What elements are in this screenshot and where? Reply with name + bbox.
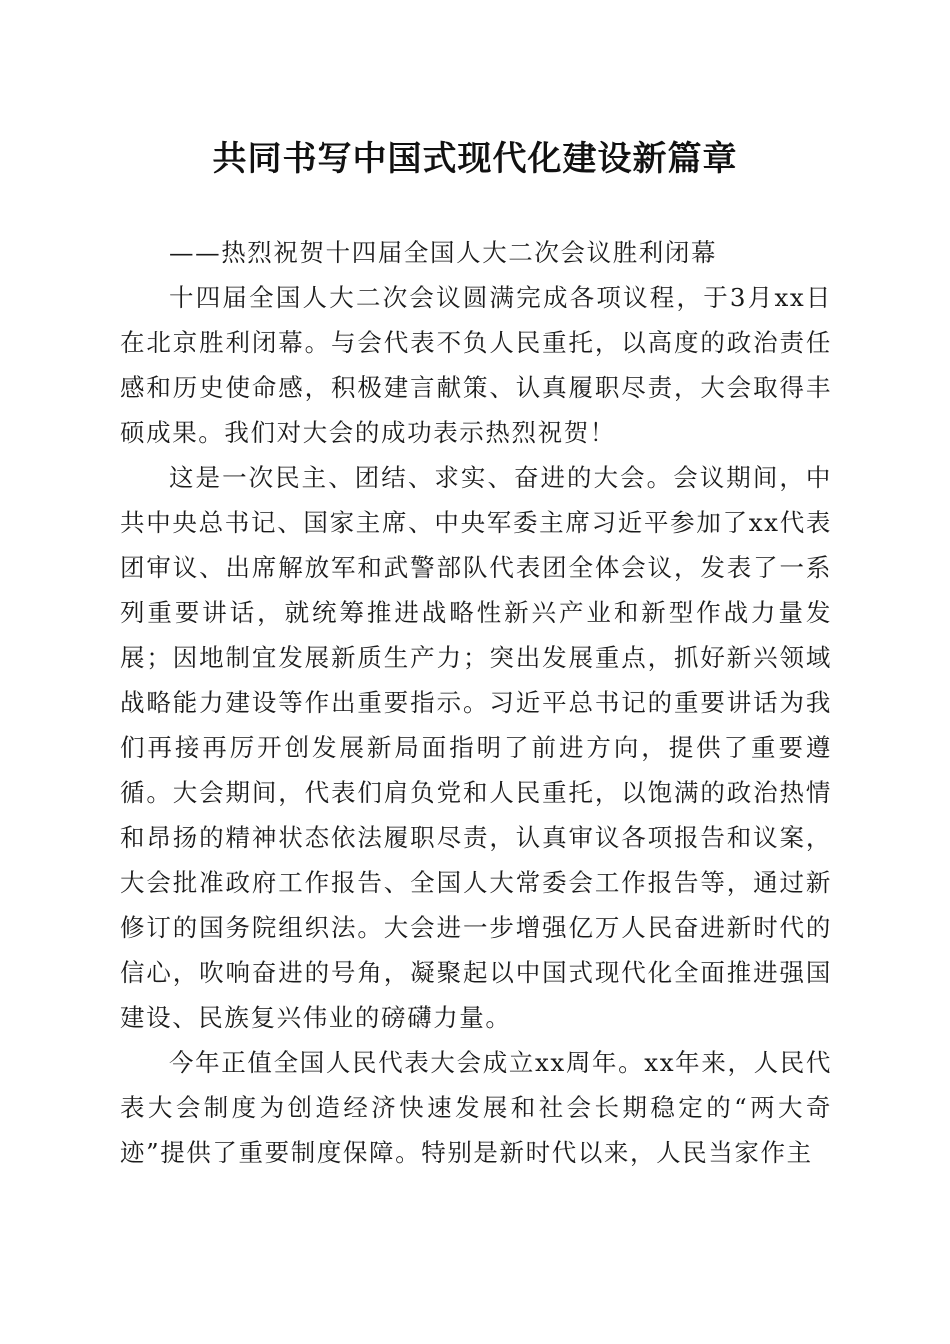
paragraph-1: 十四届全国人大二次会议圆满完成各项议程，于3月xx日在北京胜利闭幕。与会代表不负人民重托，以高度的政治责任感和历史使命感，积极建言献策、认真履职尽责，大会取得丰硕成果。我们对大会的成功表示热烈祝贺！ bbox=[120, 283, 832, 447]
paragraph-3: 今年正值全国人民代表大会成立xx周年。xx年来，人民代表大会制度为创造经济快速发展和社会长期稳定的“两大奇迹”提供了重要制度保障。特别是新时代以来，人民当家作主 bbox=[120, 1048, 832, 1167]
document-title: 共同书写中国式现代化建设新篇章 bbox=[212, 139, 738, 179]
document-body bbox=[120, 230, 832, 1175]
paragraph-2: 这是一次民主、团结、求实、奋进的大会。会议期间，中共中央总书记、国家主席、中央军委主席习近平参加了xx代表团审议、出席解放军和武警部队代表团全体会议，发表了一系列重要讲话，就统筹推进战略性新兴产业和新型作战力量发展；因地制宜发展新质生产力；突出发展重点，抓好新兴领域战略能力建设等作出重要指示。习近平总书记的重要讲话为我们再接再厉开创发展新局面指明了前进方向，提供了重要遵循。大会期间，代表们肩负党和人民重托，以饱满的政治热情和昂扬的精神状态依法履职尽责，认真审议各项报告和议案，大会批准政府工作报告、全国人大常委会工作报告等，通过新修订的国务院组织法。大会进一步增强亿万人民奋进新时代的信心，吹响奋进的号角，凝聚起以中国式现代化全面推进强国建设、民族复兴伟业的磅礴力量。 bbox=[120, 463, 832, 1032]
document-subtitle: ——热烈祝贺十四届全国人大二次会议胜利闭幕 bbox=[169, 238, 718, 267]
